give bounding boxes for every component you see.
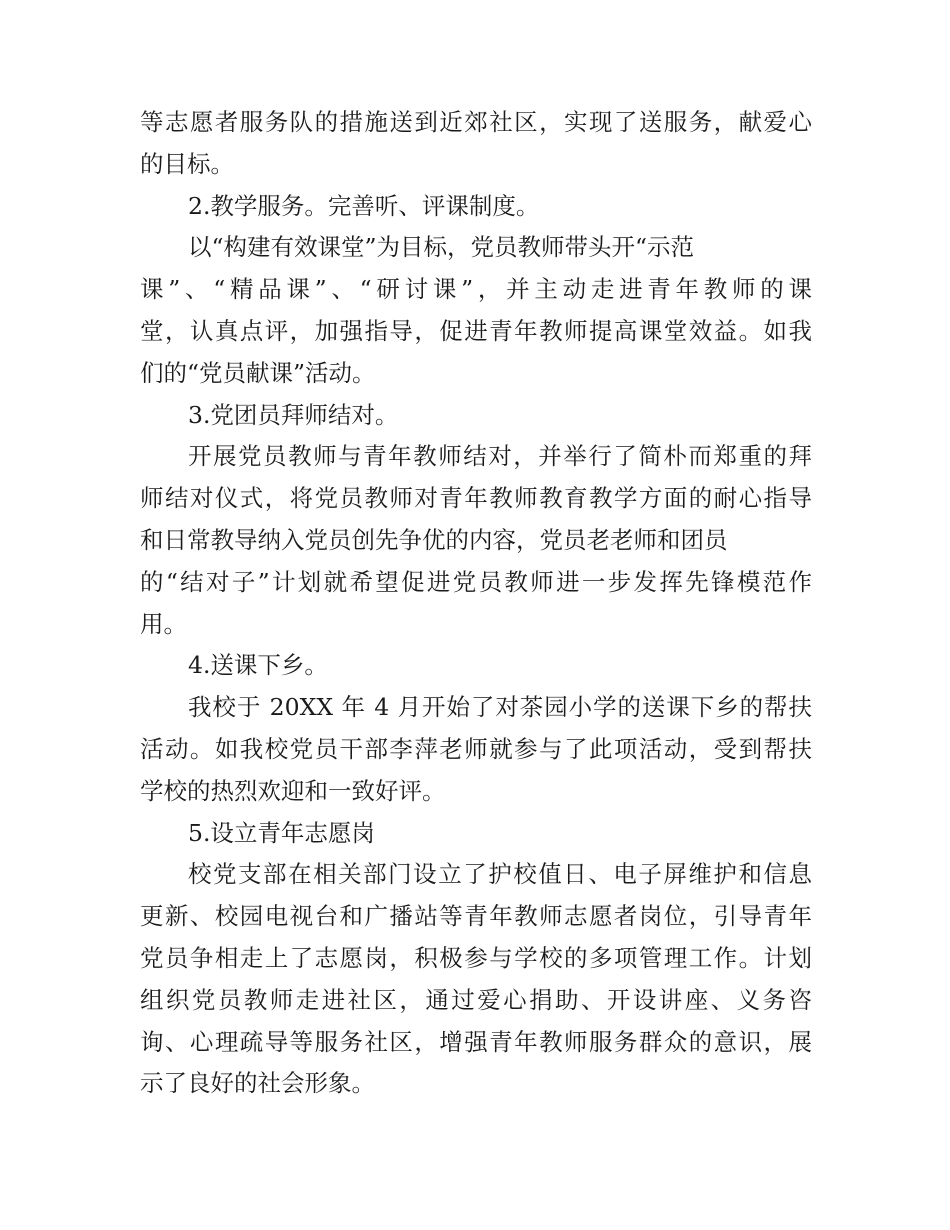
text-line: 5.设立青年志愿岗 <box>188 818 375 847</box>
text-line: 4.送课下乡。 <box>188 651 328 680</box>
text-line: 课”、“精品课”、“研讨课”，并主动走进青年教师的课 <box>140 275 812 304</box>
text-line: 组织党员教师走进社区，通过爱心捐助、开设讲座、义务咨 <box>140 985 812 1014</box>
text-line: 2.教学服务。完善听、评课制度。 <box>188 191 540 220</box>
text-line: 以“构建有效课堂”为目标，党员教师带头开“示范 <box>188 233 695 262</box>
text-line: 的目标。 <box>140 149 234 178</box>
text-line: 示了良好的社会形象。 <box>140 1069 375 1098</box>
document-body <box>140 102 812 1105</box>
text-line: 活动。如我校党员干部李萍老师就参与了此项活动，受到帮扶 <box>140 734 812 763</box>
text-line: 我校于 20XX 年 4 月开始了对茶园小学的送课下乡的帮扶 <box>188 693 812 722</box>
text-line: 更新、校园电视台和广播站等青年教师志愿者岗位，引导青年 <box>140 902 812 931</box>
text-line: 党员争相走上了志愿岗，积极参与学校的多项管理工作。计划 <box>140 943 812 972</box>
text-line: 用。 <box>140 609 187 638</box>
text-line: 询、心理疏导等服务社区，增强青年教师服务群众的意识，展 <box>140 1027 812 1056</box>
text-line: 等志愿者服务队的措施送到近郊社区，实现了送服务，献爱心 <box>140 108 812 136</box>
text-line: 校党支部在相关部门设立了护校值日、电子屏维护和信息 <box>188 860 812 889</box>
text-line: 学校的热烈欢迎和一致好评。 <box>140 776 446 805</box>
text-line: 的“结对子”计划就希望促进党员教师进一步发挥先锋模范作 <box>140 567 812 596</box>
text-line: 3.党团员拜师结对。 <box>188 400 399 429</box>
text-line: 堂，认真点评，加强指导，促进青年教师提高课堂效益。如我 <box>140 316 812 345</box>
text-line: 师结对仪式，将党员教师对青年教师教育教学方面的耐心指导 <box>140 484 812 513</box>
text-line: 们的“党员献课”活动。 <box>140 358 376 387</box>
text-line: 开展党员教师与青年教师结对，并举行了简朴而郑重的拜 <box>188 442 812 471</box>
text-line: 和日常教导纳入党员创先争优的内容，党员老老师和团员 <box>140 525 728 554</box>
